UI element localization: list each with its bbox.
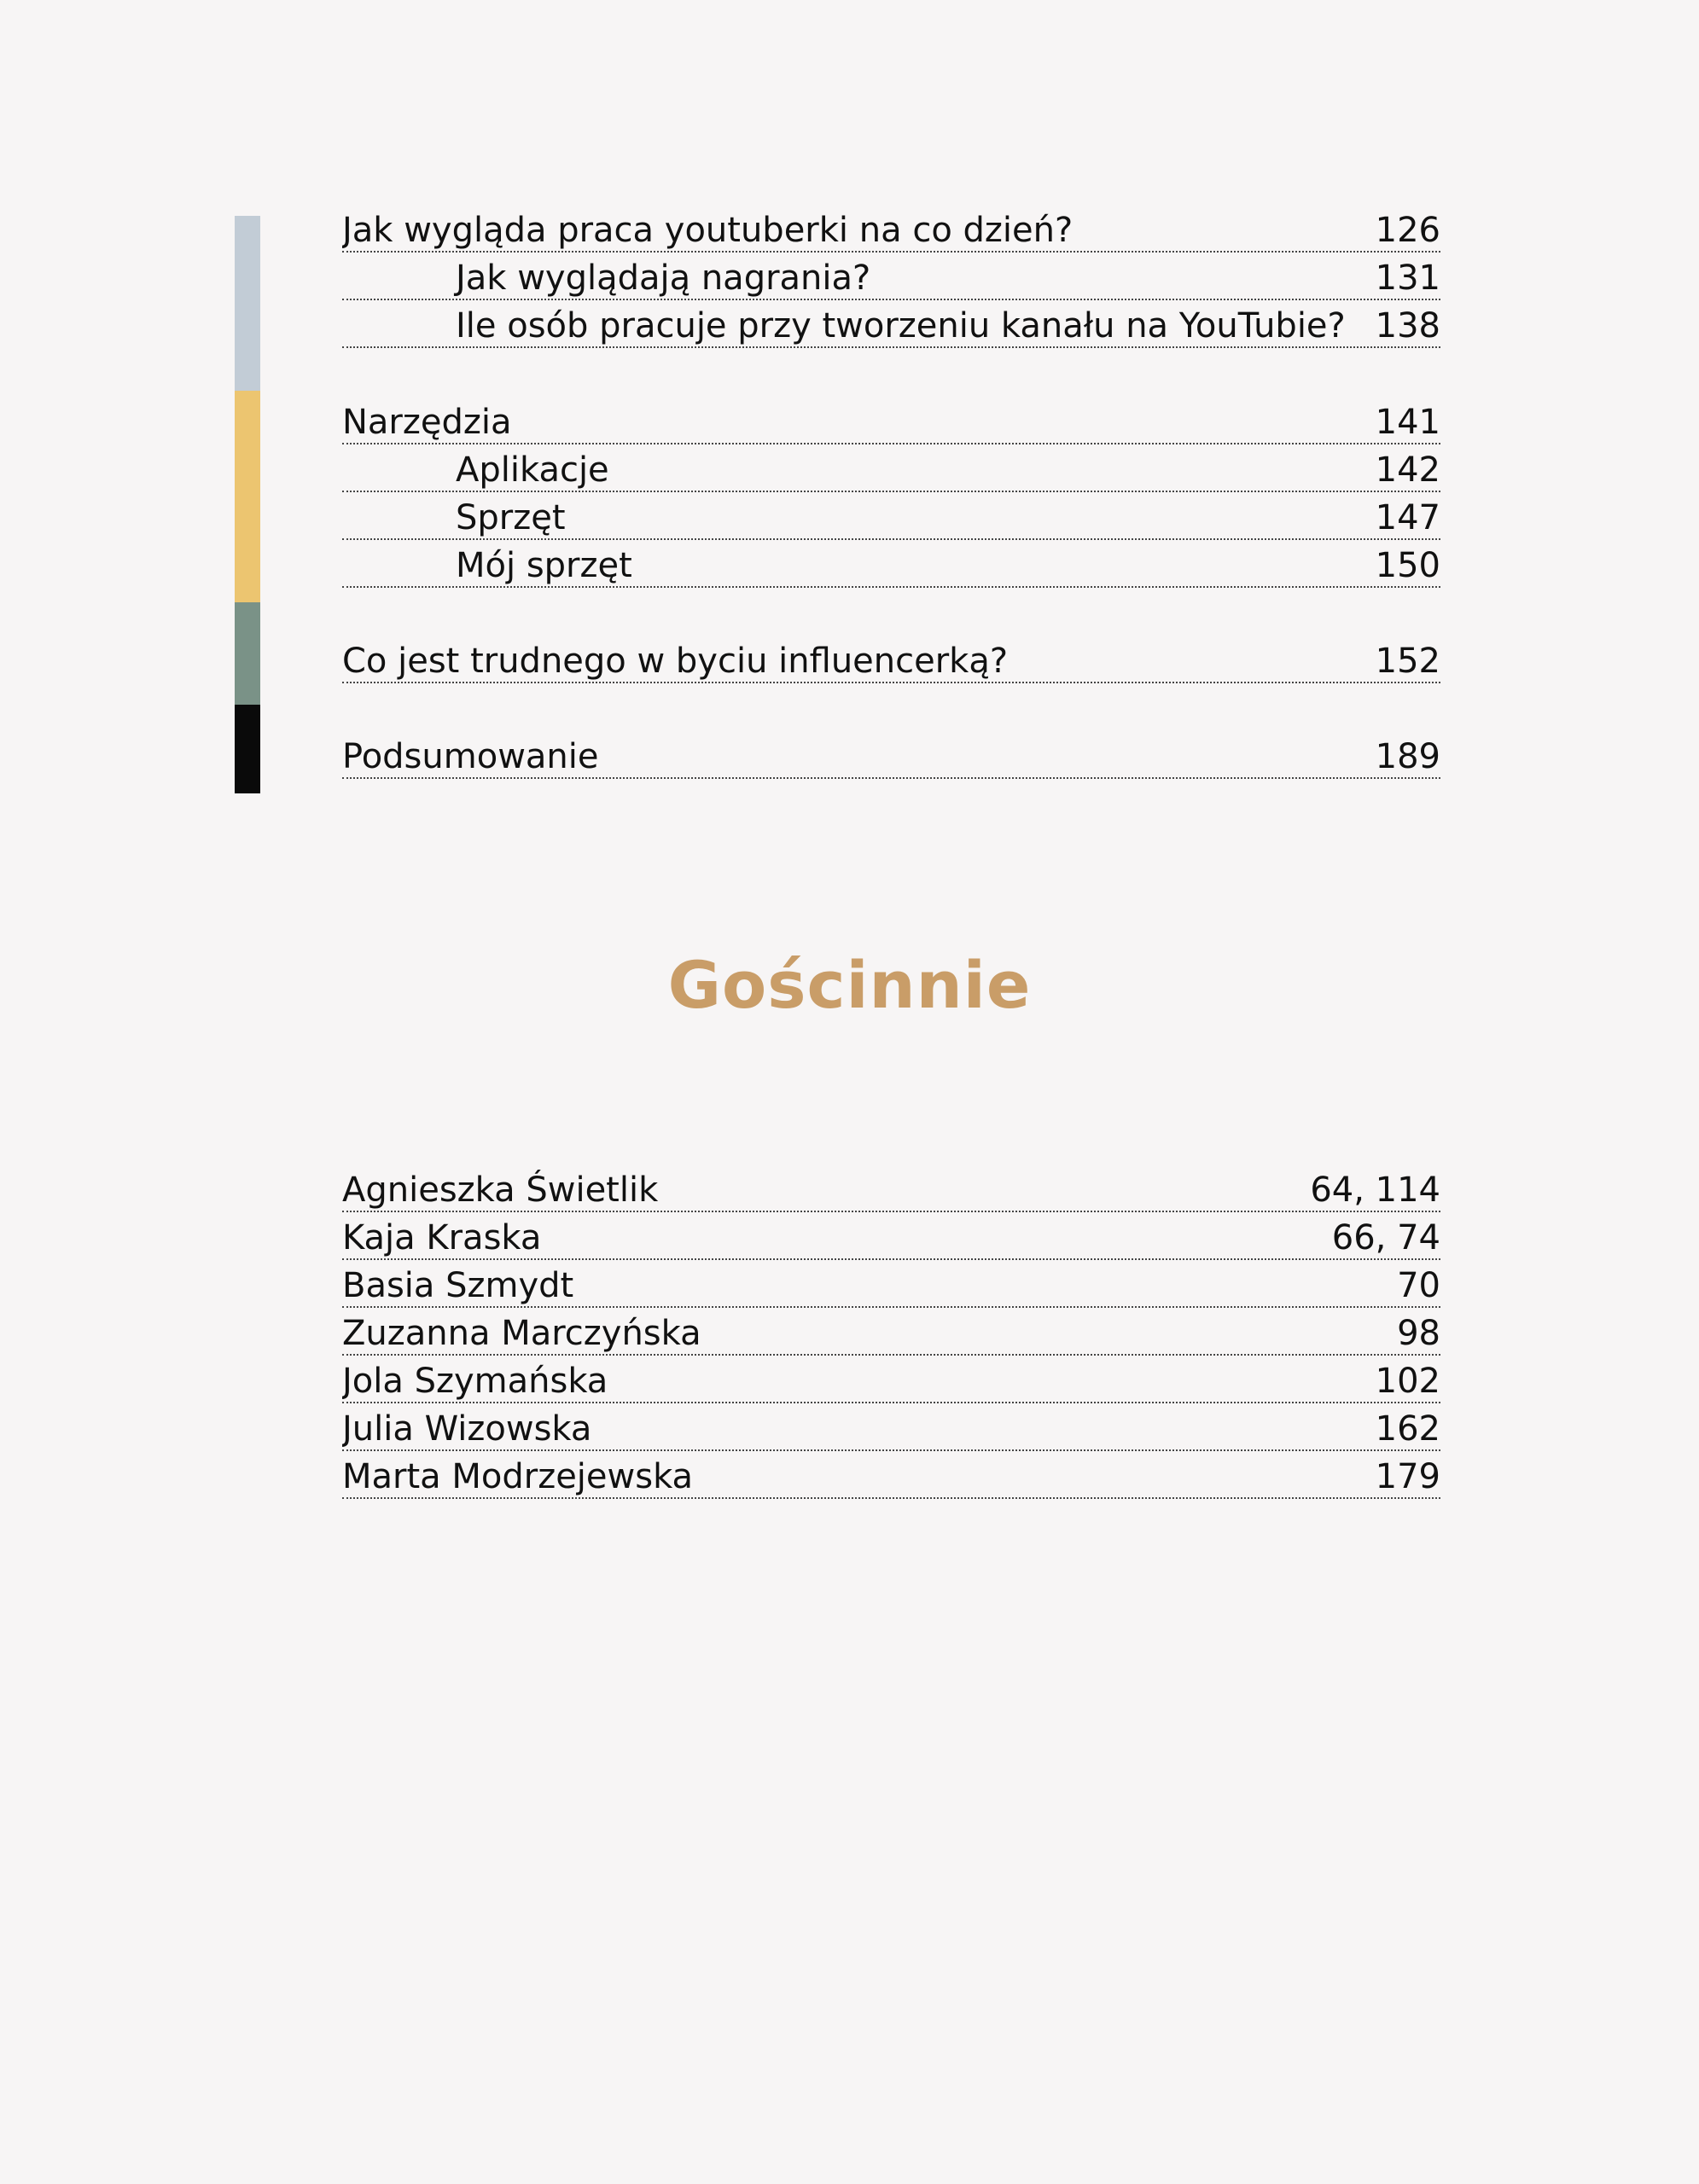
toc-entry[interactable] <box>342 731 1440 779</box>
guest-entry[interactable] <box>342 1165 1440 1212</box>
toc-section-4 <box>342 731 1440 779</box>
toc-entry-page: 150 <box>1375 546 1440 585</box>
toc-subentry[interactable] <box>342 444 1440 492</box>
guest-name: Kaja Kraska <box>342 1218 542 1258</box>
guest-pages: 64, 114 <box>1310 1170 1440 1210</box>
toc-subentry[interactable] <box>342 540 1440 588</box>
guest-name: Julia Wizowska <box>342 1409 592 1449</box>
guest-pages: 102 <box>1375 1362 1440 1401</box>
guest-pages: 162 <box>1375 1409 1440 1449</box>
toc-entry-page: 189 <box>1375 737 1440 776</box>
toc-entry-title: Ile osób pracuje przy tworzeniu kanału na YouTubie? <box>456 306 1346 346</box>
guest-entry[interactable] <box>342 1403 1440 1451</box>
toc-subentry[interactable] <box>342 300 1440 348</box>
toc-entry-page: 152 <box>1375 642 1440 681</box>
guest-pages: 98 <box>1397 1314 1440 1353</box>
toc-entry-title: Sprzęt <box>456 498 566 537</box>
toc-entry-page: 142 <box>1375 450 1440 490</box>
toc-entry-title: Narzędzia <box>342 403 512 442</box>
toc-subentry[interactable] <box>342 492 1440 540</box>
guest-name: Agnieszka Świetlik <box>342 1170 659 1210</box>
section-bar-yellow <box>235 391 260 602</box>
guest-entry[interactable] <box>342 1451 1440 1499</box>
toc-entry[interactable] <box>342 397 1440 444</box>
section-bar-blue <box>235 216 260 391</box>
guests-heading: Gościnnie <box>667 947 1032 1023</box>
guest-entry[interactable] <box>342 1308 1440 1356</box>
toc-entry-page: 147 <box>1375 498 1440 537</box>
guest-name: Marta Modrzejewska <box>342 1457 694 1496</box>
toc-entry-page: 138 <box>1375 306 1440 346</box>
guest-name: Jola Szymańska <box>342 1362 608 1401</box>
guest-entry[interactable] <box>342 1260 1440 1308</box>
guest-entry[interactable] <box>342 1356 1440 1403</box>
toc-entry-page: 126 <box>1375 211 1440 250</box>
toc-section-2 <box>342 397 1440 588</box>
toc-subentry[interactable] <box>342 253 1440 300</box>
toc-section-3 <box>342 636 1440 683</box>
toc-entry[interactable] <box>342 636 1440 683</box>
guest-pages: 70 <box>1397 1266 1440 1305</box>
toc-entry-page: 141 <box>1375 403 1440 442</box>
toc-entry-title: Aplikacje <box>456 450 609 490</box>
toc-entry-title: Podsumowanie <box>342 737 599 776</box>
toc-entry-title: Mój sprzęt <box>456 546 632 585</box>
guest-name: Basia Szmydt <box>342 1266 574 1305</box>
toc-entry-page: 131 <box>1375 258 1440 298</box>
toc-entry-title: Co jest trudnego w byciu influencerką? <box>342 642 1009 681</box>
guest-entry[interactable] <box>342 1212 1440 1260</box>
section-bar-green <box>235 602 260 705</box>
section-bar-black <box>235 705 260 793</box>
guest-name: Zuzanna Marczyńska <box>342 1314 701 1353</box>
guests-list <box>342 1165 1440 1499</box>
toc-entry-title: Jak wygląda praca youtuberki na co dzień? <box>342 211 1074 250</box>
guest-pages: 66, 74 <box>1331 1218 1440 1258</box>
toc-entry[interactable] <box>342 205 1440 253</box>
toc-entry-title: Jak wyglądają nagrania? <box>456 258 871 298</box>
guest-pages: 179 <box>1375 1457 1440 1496</box>
toc-section-1 <box>342 205 1440 348</box>
